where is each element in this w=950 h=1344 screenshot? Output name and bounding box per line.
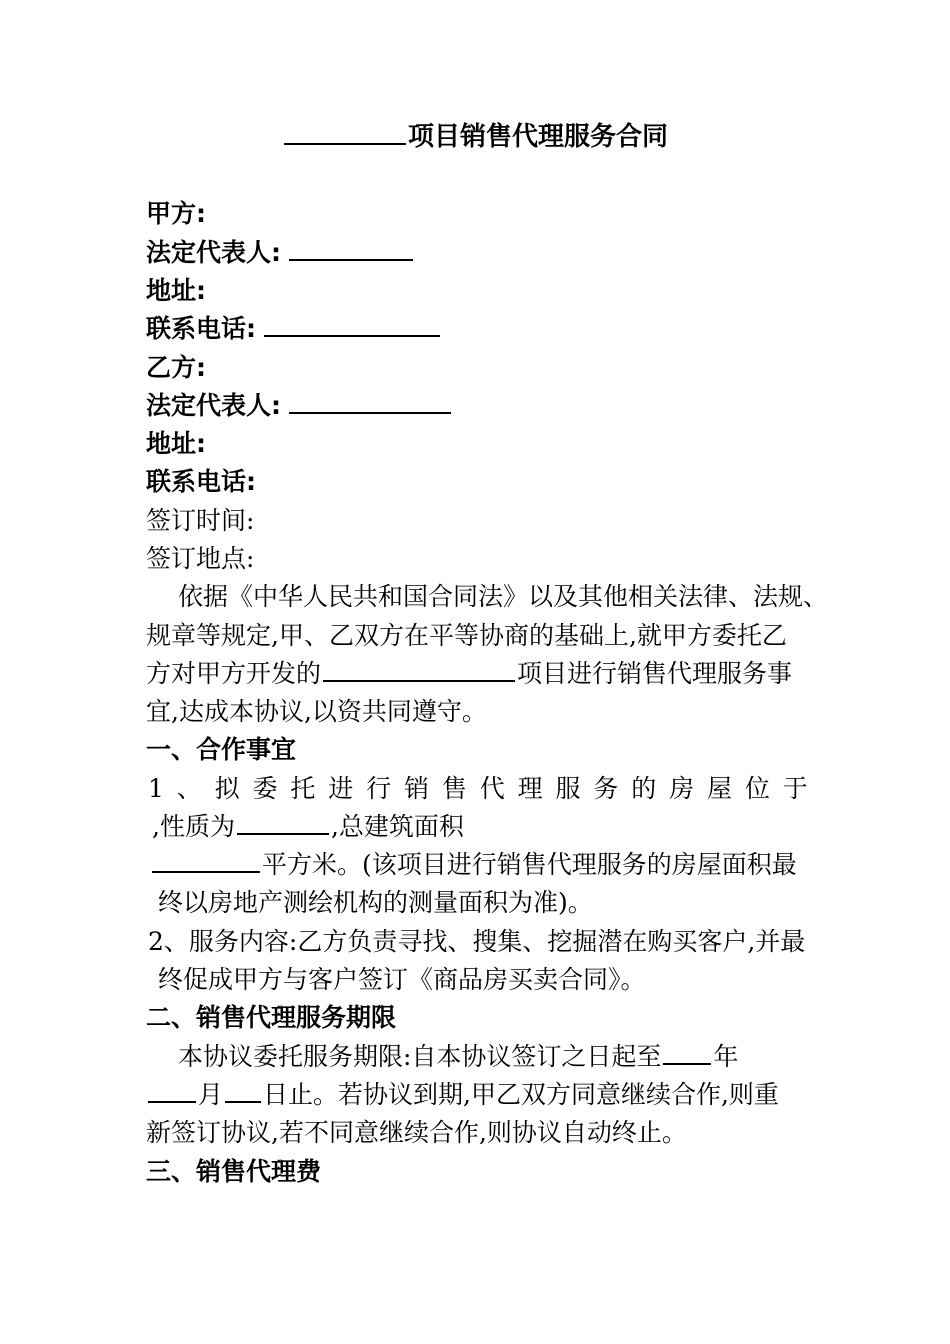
section-2-line-3: 新签订协议,若不同意继续合作,则协议自动终止。 <box>146 1118 687 1147</box>
item-1-char: 服 <box>555 774 581 803</box>
sign-place: 签订地点: <box>146 544 255 573</box>
intro-line-3: 方对甲方开发的 项目进行销售代理服务事 <box>146 655 792 693</box>
party-b-rep-blank <box>289 388 451 414</box>
section-1-item-1-line-3: 平方米。(该项目进行销售代理服务的房屋面积最 <box>150 846 797 884</box>
party-a-rep-blank <box>289 235 413 261</box>
section-2-line-2: 月 日止。若协议到期,甲乙双方同意继续合作,则重 <box>146 1076 779 1114</box>
section-3-heading: 三、销售代理费 <box>146 1157 322 1186</box>
project-name-blank <box>323 656 515 682</box>
intro-line-1: 依据《中华人民共和国合同法》以及其他相关法律、法规、 <box>178 582 829 611</box>
item-1-char: 托 <box>290 774 316 803</box>
item-1-char: 进 <box>328 774 354 803</box>
end-month-blank <box>148 1077 196 1103</box>
contract-title <box>0 118 950 156</box>
section-2-heading: 二、销售代理服务期限 <box>146 1003 397 1032</box>
end-year-blank <box>663 1039 711 1065</box>
section-1-heading: 一、合作事宜 <box>146 735 297 764</box>
intro-line-4: 宜,达成本协议,以资共同遵守。 <box>146 697 487 726</box>
party-a-label: 甲方: <box>146 199 206 228</box>
title-blank <box>284 119 406 145</box>
section-2-line-1: 本协议委托服务期限:自本协议签订之日起至 年 <box>178 1038 738 1076</box>
property-nature-blank <box>237 809 329 835</box>
end-day-blank <box>225 1077 261 1103</box>
party-a-phone-blank <box>264 311 440 337</box>
title-text: 项目销售代理服务合同 <box>407 122 668 152</box>
item-1-char: 位 <box>744 774 770 803</box>
party-b-phone: 联系电话: <box>146 467 256 496</box>
item-1-char: 拟 <box>214 774 240 803</box>
item-1-char: 1 <box>148 774 164 803</box>
item-1-char: 售 <box>441 774 467 803</box>
party-b-address: 地址: <box>146 429 206 458</box>
section-1-item-2-line-1: 2、服务内容:乙方负责寻找、搜集、挖掘潜在购买客户,并最 <box>148 927 806 956</box>
item-1-char: 销 <box>404 774 430 803</box>
party-a-phone: 联系电话: <box>146 310 442 348</box>
item-1-char: 房 <box>669 774 695 803</box>
item-1-char: 委 <box>252 774 278 803</box>
item-1-char: 屋 <box>707 774 733 803</box>
section-1-item-1-line-4: 终以房地产测绘机构的测量面积为准)。 <box>158 888 593 917</box>
section-1-item-1-line-2: ,性质为 ,总建筑面积 <box>152 808 464 846</box>
section-1-item-1-line-1 <box>148 770 808 808</box>
section-1-item-2-line-2: 终促成甲方与客户签订《商品房买卖合同》。 <box>158 965 646 994</box>
item-1-char: 的 <box>631 774 657 803</box>
item-1-char: 代 <box>479 774 505 803</box>
item-1-char: 务 <box>593 774 619 803</box>
item-1-char: 理 <box>517 774 543 803</box>
item-1-char: 于 <box>782 774 808 803</box>
party-b-rep: 法定代表人: <box>146 387 453 425</box>
intro-line-2: 规章等规定,甲、乙双方在平等协商的基础上,就甲方委托乙 <box>146 621 787 650</box>
party-a-address: 地址: <box>146 276 206 305</box>
party-b-label: 乙方: <box>146 353 206 382</box>
party-a-rep: 法定代表人: <box>146 234 415 272</box>
item-1-char: 、 <box>176 774 202 803</box>
item-1-char: 行 <box>366 774 392 803</box>
sign-time: 签订时间: <box>146 506 255 535</box>
area-blank <box>152 847 260 873</box>
